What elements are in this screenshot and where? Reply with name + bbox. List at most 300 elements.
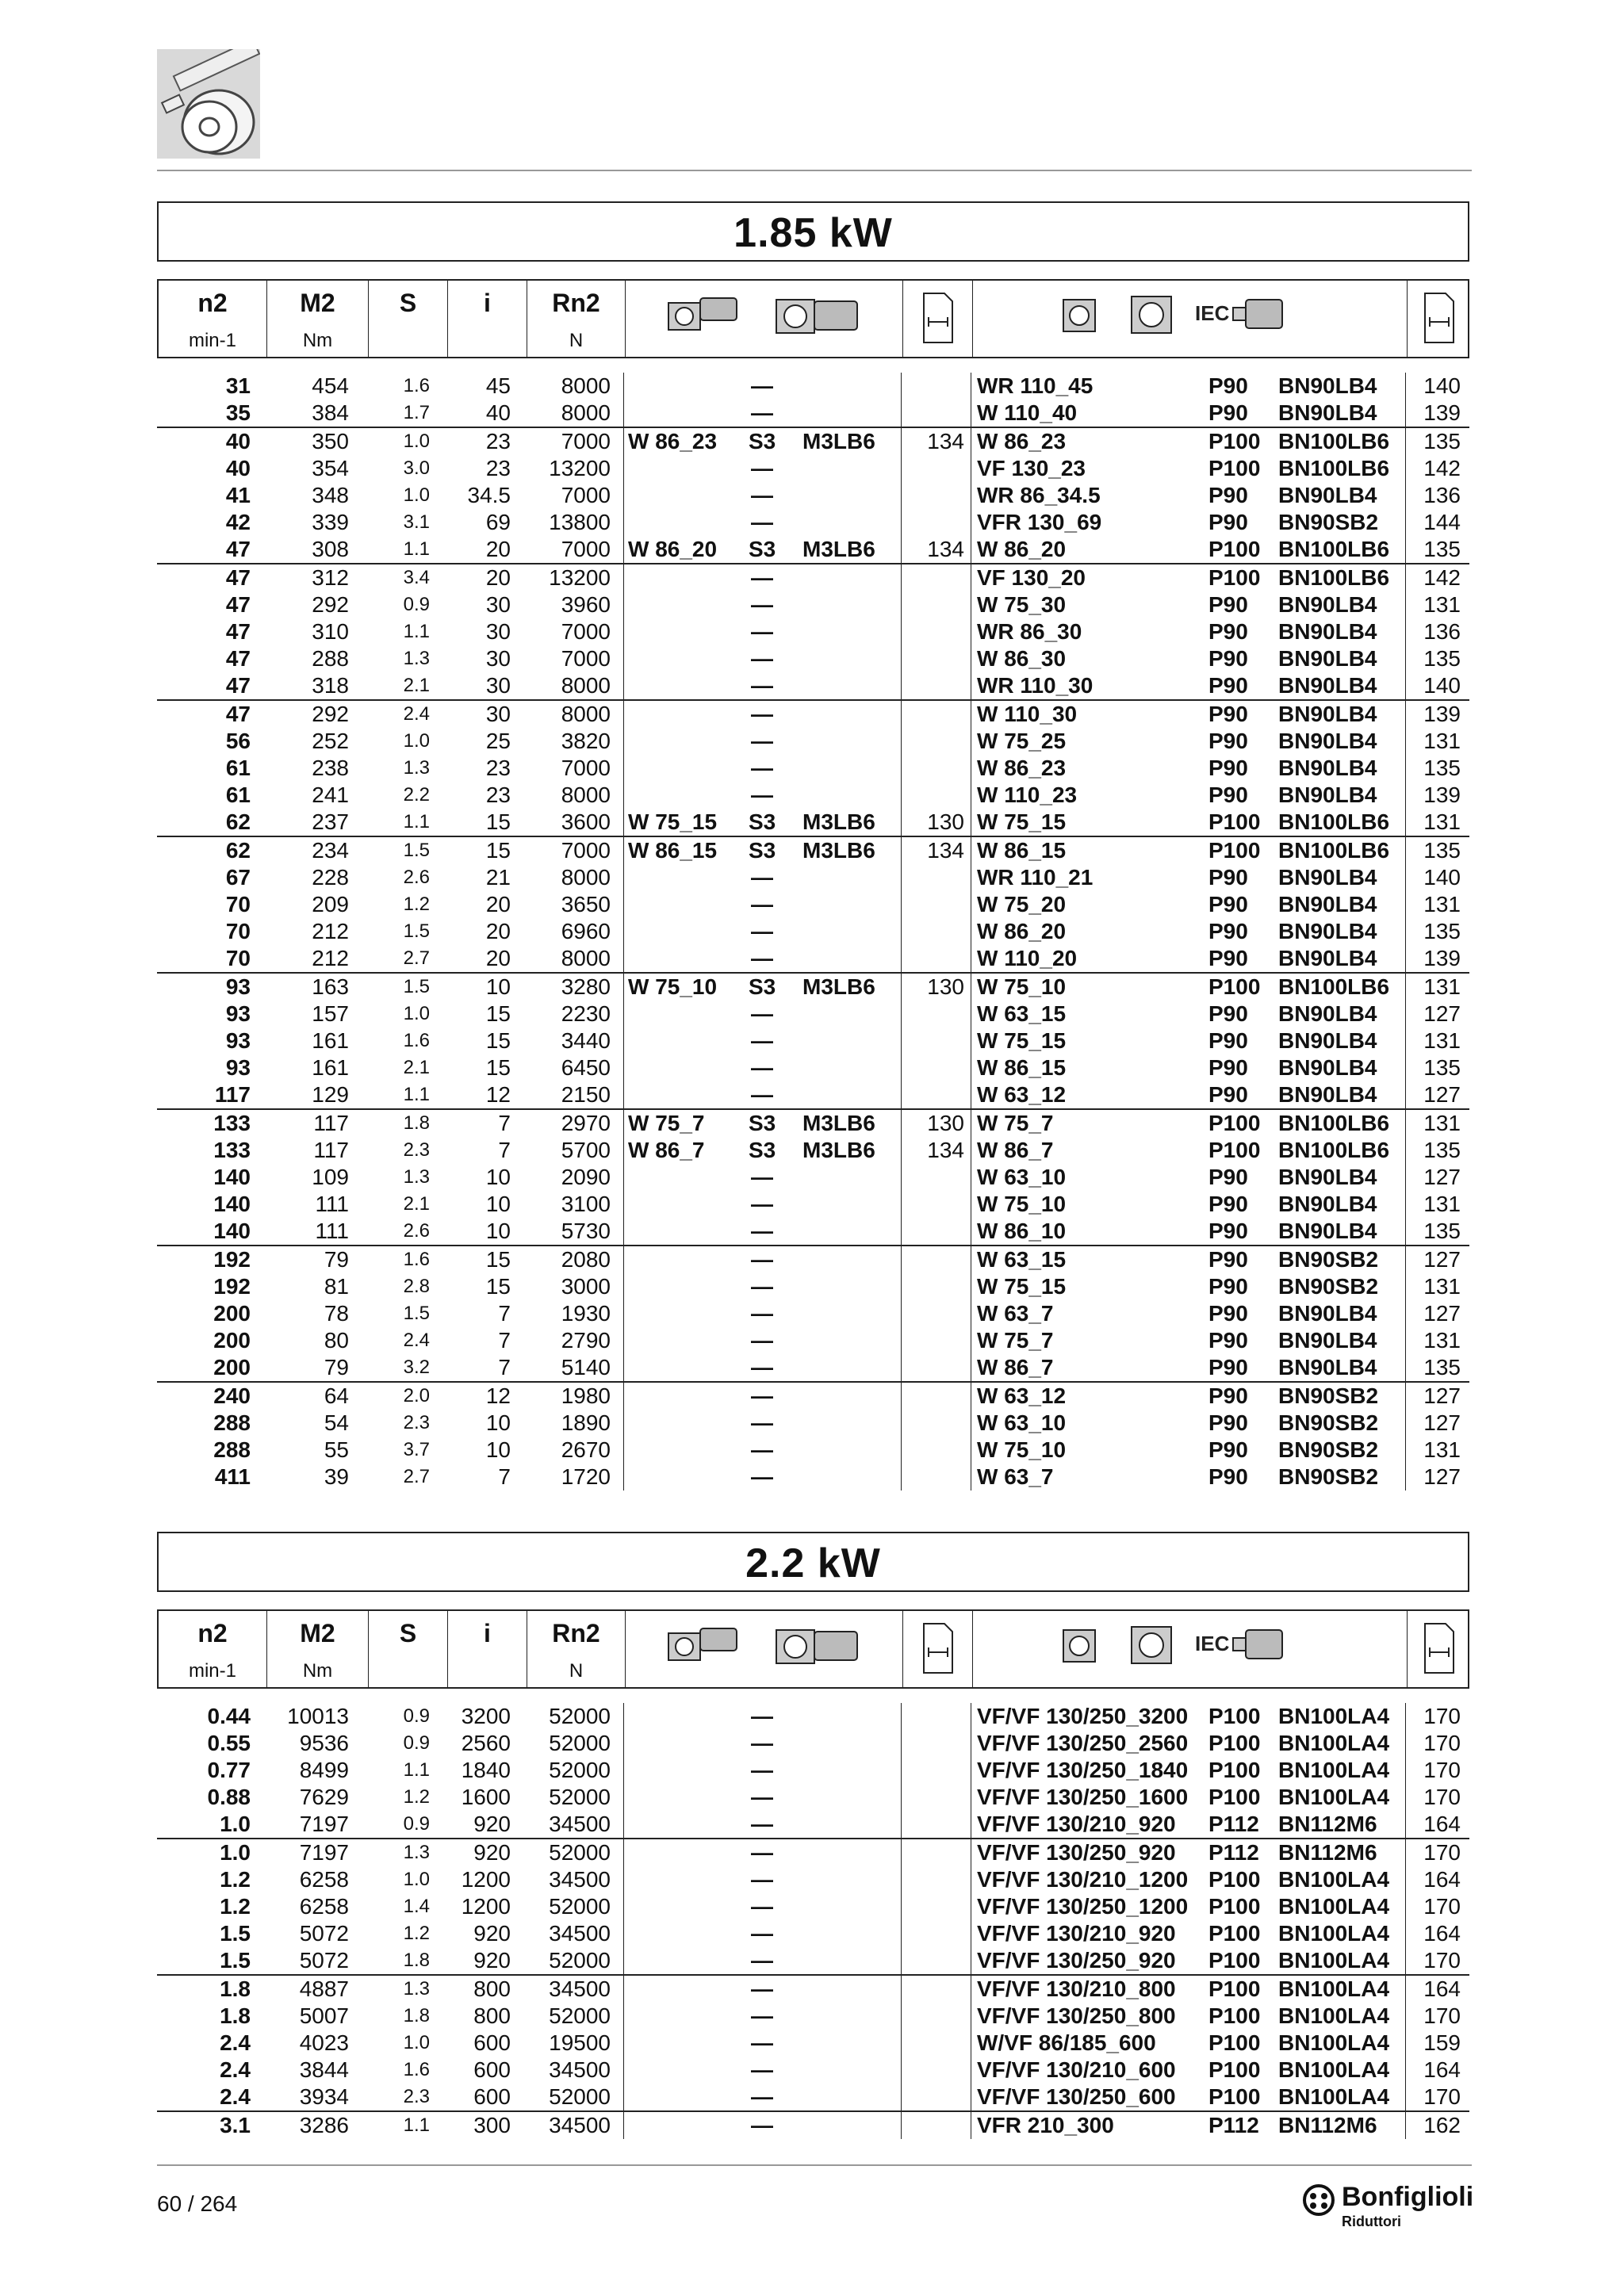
cell-i: 25 [485,729,511,753]
section-title-box [157,1532,1469,1592]
cell-rn2: 3600 [561,809,611,834]
column-divider [901,2084,902,2110]
cell-iec: P90 [1208,1165,1248,1189]
cell-page: 127 [1423,1301,1461,1326]
cell-m2: 292 [312,592,349,617]
cell-i: 920 [473,1921,511,1946]
cell-red: VF/VF 130/210_920 [977,1921,1176,1946]
cell-red: W 63_12 [977,1082,1067,1107]
cell-iec: P100 [1208,1758,1261,1782]
cell-m2: 6258 [299,1894,349,1919]
column-divider [901,1081,902,1108]
gearmotor-icon [665,292,864,339]
cell-rn2: 8000 [561,783,611,807]
cell-iec: P90 [1208,592,1248,617]
cell-ws: S3 [749,838,776,863]
cell-page: 131 [1423,1437,1461,1462]
cell-m2: 64 [324,1383,349,1408]
cell-motor: BN90LB4 [1278,1355,1377,1380]
table-row [157,1437,1469,1464]
cell-dash: — [751,1731,773,1755]
cell-s: 1.2 [403,894,430,915]
cell-motor: BN100LB6 [1278,838,1390,863]
cell-motor: BN100LA4 [1278,2057,1390,2082]
table-row [157,427,1469,455]
cell-dash: — [751,2003,773,2028]
cell-n2: 140 [213,1165,251,1189]
s-label: S [399,1619,417,1647]
cell-iec: P100 [1208,1867,1261,1892]
m2-unit: Nm [302,330,333,351]
cell-rn2: 19500 [549,2030,611,2055]
cell-m2: 454 [312,373,349,398]
cell-rn2: 7000 [561,483,611,507]
cell-page: 162 [1423,2113,1461,2137]
cell-red: W 63_7 [977,1301,1054,1326]
cell-wp: 134 [927,537,964,561]
table-row [157,645,1469,672]
cell-i: 20 [485,919,511,943]
cell-rn2: 52000 [549,1840,611,1865]
cell-page: 139 [1423,783,1461,807]
cell-motor: BN100LA4 [1278,2084,1390,2109]
cell-n2: 3.1 [220,2113,251,2137]
cell-page: 140 [1423,373,1461,398]
cell-m2: 5072 [299,1921,349,1946]
i-label: i [484,1619,491,1647]
cell-s: 2.1 [403,1193,430,1215]
col-n2-header [159,281,266,357]
cell-page: 127 [1423,1464,1461,1489]
iec-text: IEC [1195,301,1230,325]
table-row [157,864,1469,891]
table-row [157,1001,1469,1027]
cell-s: 1.1 [403,538,430,560]
cell-dash: — [751,1785,773,1809]
cell-rn2: 3960 [561,592,611,617]
cell-dash: — [751,510,773,534]
cell-motor: BN90LB4 [1278,373,1377,398]
column-divider [901,891,902,918]
cell-m2: 292 [312,702,349,726]
cell-page: 170 [1423,1758,1461,1782]
cell-i: 23 [485,456,511,480]
cell-i: 7 [498,1328,511,1353]
cell-red: W 86_10 [977,1219,1067,1243]
cell-motor: BN90LB4 [1278,756,1377,780]
cell-s: 1.5 [403,920,430,942]
cell-i: 15 [485,1055,511,1080]
cell-n2: 0.88 [207,1785,251,1809]
rn2-label: Rn2 [552,289,600,317]
cell-m2: 308 [312,537,349,561]
cell-red: W 75_10 [977,1192,1067,1216]
cell-iec: P90 [1208,892,1248,916]
cell-motor: BN100LA4 [1278,1948,1390,1973]
table-row [157,536,1469,563]
cell-wm: W 86_15 [628,838,718,863]
cell-iec: P100 [1208,1921,1261,1946]
column-divider [623,974,624,1001]
cell-n2: 40 [225,456,251,480]
cell-red: W 110_30 [977,702,1078,726]
cell-iec: P100 [1208,1731,1261,1755]
table-row [157,482,1469,509]
cell-wm: W 86_23 [628,429,718,453]
cell-m2: 310 [312,619,349,644]
cell-page: 170 [1423,2084,1461,2109]
cell-red: W 86_15 [977,1055,1067,1080]
worm-gear-logo-icon [157,49,260,159]
table-row [157,1757,1469,1784]
brand-sub: Riduttori [1342,2214,1401,2229]
cell-red: W 75_7 [977,1111,1054,1135]
cell-n2: 1.5 [220,1921,251,1946]
cell-n2: 200 [213,1301,251,1326]
cell-motor: BN112M6 [1278,1840,1377,1865]
column-divider [623,536,624,563]
cell-rn2: 3000 [561,1274,611,1299]
cell-m2: 252 [312,729,349,753]
cell-wp: 134 [927,1138,964,1162]
column-divider [901,1893,902,1920]
cell-page: 139 [1423,702,1461,726]
table-row [157,1730,1469,1757]
col-reducer-header [972,1611,1407,1687]
cell-s: 1.3 [403,1978,430,1999]
cell-m2: 111 [315,1219,349,1243]
cell-rn2: 13800 [549,510,611,534]
cell-page: 131 [1423,892,1461,916]
cell-m2: 7197 [299,1840,349,1865]
cell-s: 1.3 [403,1842,430,1863]
cell-rn2: 2230 [561,1001,611,1026]
col-page2-header [1407,281,1471,357]
cell-red: W 63_15 [977,1001,1067,1026]
table-row [157,1327,1469,1354]
cell-motor: BN100LB6 [1278,537,1390,561]
cell-n2: 288 [213,1437,251,1462]
cell-m2: 5007 [299,2003,349,2028]
m2-label: M2 [300,1619,335,1647]
cell-dash: — [751,729,773,753]
column-divider [901,1784,902,1811]
cell-red: W 75_15 [977,1028,1067,1053]
cell-s: 2.1 [403,1057,430,1078]
cell-iec: P90 [1208,619,1248,644]
gearmotor-icon [665,1622,864,1670]
cell-n2: 133 [213,1111,251,1135]
cell-ws: S3 [749,429,776,453]
section-title: 1.85 kW [733,210,893,256]
cell-page: 131 [1423,974,1461,999]
cell-page: 135 [1423,838,1461,863]
cell-page: 164 [1423,1921,1461,1946]
i-label: i [484,289,491,317]
cell-motor: BN90LB4 [1278,729,1377,753]
cell-page: 127 [1423,1410,1461,1435]
cell-n2: 56 [225,729,251,753]
cell-i: 34.5 [467,483,511,507]
cell-wmot: M3LB6 [802,974,875,999]
table-row [157,1464,1469,1490]
cell-red: W 86_23 [977,756,1067,780]
cell-iec: P90 [1208,1410,1248,1435]
cell-rn2: 2970 [561,1111,611,1135]
cell-ws: S3 [749,537,776,561]
cell-dash: — [751,1247,773,1272]
cell-m2: 157 [312,1001,349,1026]
column-divider [901,1839,902,1866]
cell-n2: 240 [213,1383,251,1408]
column-divider [901,1027,902,1054]
cell-dash: — [751,1355,773,1380]
rn2-unit: N [569,1660,584,1682]
table-row [157,1081,1469,1108]
cell-motor: BN100LB6 [1278,809,1390,834]
cell-page: 139 [1423,946,1461,970]
cell-iec: P112 [1208,1812,1259,1836]
column-divider [901,1300,902,1327]
cell-page: 164 [1423,2057,1461,2082]
cell-s: 1.1 [403,621,430,642]
cell-rn2: 5140 [561,1355,611,1380]
cell-rn2: 52000 [549,2003,611,2028]
cell-s: 3.4 [403,567,430,588]
col-reducer-header [972,281,1407,357]
cell-s: 3.0 [403,457,430,479]
cell-page: 170 [1423,1840,1461,1865]
col-page2-header [1407,1611,1471,1687]
cell-red: VF/VF 130/250_2560 [977,1731,1189,1755]
cell-i: 7 [498,1464,511,1489]
column-divider [901,1920,902,1947]
col-m2-header [266,1611,368,1687]
cell-s: 1.1 [403,2114,430,2136]
column-divider [901,1191,902,1218]
cell-rn2: 2080 [561,1247,611,1272]
cell-n2: 93 [225,1001,251,1026]
cell-red: W 75_20 [977,892,1067,916]
cell-motor: BN90LB4 [1278,619,1377,644]
column-divider [901,1054,902,1081]
cell-m2: 228 [312,865,349,890]
cell-page: 135 [1423,1355,1461,1380]
cell-s: 1.2 [403,1786,430,1808]
cell-red: WR 110_45 [977,373,1094,398]
cell-n2: 200 [213,1355,251,1380]
cell-dash: — [751,946,773,970]
cell-motor: BN90SB2 [1278,1464,1379,1489]
cell-dash: — [751,1055,773,1080]
cell-n2: 62 [225,809,251,834]
cell-red: WR 110_30 [977,673,1094,698]
cell-dash: — [751,1704,773,1728]
cell-n2: 140 [213,1192,251,1216]
cell-rn2: 34500 [549,2057,611,2082]
data-table-1-85kw [157,373,1469,1490]
cell-rn2: 13200 [549,456,611,480]
cell-m2: 354 [312,456,349,480]
cell-i: 800 [473,1976,511,2001]
cell-m2: 234 [312,838,349,863]
cell-n2: 192 [213,1274,251,1299]
cell-dash: — [751,592,773,617]
section-title: 2.2 kW [745,1540,881,1586]
cell-red: W 63_10 [977,1165,1067,1189]
cell-iec: P90 [1208,729,1248,753]
brand-name: Bonfiglioli [1342,2182,1474,2212]
table-row [157,591,1469,618]
cell-m2: 384 [312,400,349,425]
table-row [157,1893,1469,1920]
cell-rn2: 1720 [561,1464,611,1489]
cell-s: 2.2 [403,784,430,806]
cell-motor: BN90LB4 [1278,1082,1377,1107]
column-divider [901,1866,902,1893]
column-divider [901,1327,902,1354]
cell-motor: BN100LB6 [1278,974,1390,999]
cell-i: 23 [485,756,511,780]
cell-rn2: 8000 [561,865,611,890]
column-divider [901,2030,902,2057]
cell-s: 1.3 [403,648,430,669]
cell-n2: 31 [225,373,251,398]
cell-red: W 75_15 [977,809,1067,834]
column-divider [901,1703,902,1730]
cell-i: 10 [485,1165,511,1189]
cell-m2: 10013 [287,1704,349,1728]
cell-s: 3.2 [403,1357,430,1378]
cell-page: 140 [1423,865,1461,890]
cell-dash: — [751,1948,773,1973]
cell-motor: BN90SB2 [1278,1274,1379,1299]
cell-i: 7 [498,1138,511,1162]
cell-i: 15 [485,1028,511,1053]
column-divider [901,509,902,536]
cell-iec: P100 [1208,1976,1261,2001]
cell-rn2: 7000 [561,646,611,671]
cell-iec: P100 [1208,809,1261,834]
cell-n2: 117 [214,1082,251,1107]
cell-iec: P90 [1208,483,1248,507]
cell-i: 15 [485,1001,511,1026]
cell-red: W 63_15 [977,1247,1067,1272]
cell-dash: — [751,1758,773,1782]
cell-iec: P90 [1208,1219,1248,1243]
cell-red: VF/VF 130/210_920 [977,1812,1176,1836]
cell-page: 131 [1423,809,1461,834]
cell-n2: 1.8 [220,1976,251,2001]
cell-iec: P90 [1208,919,1248,943]
cell-m2: 3286 [299,2113,349,2137]
cell-m2: 3844 [299,2057,349,2082]
cell-dash: — [751,1328,773,1353]
cell-page: 170 [1423,1894,1461,1919]
cell-red: W 63_12 [977,1383,1067,1408]
cell-n2: 93 [225,974,251,999]
cell-n2: 47 [225,702,251,726]
cell-red: WR 86_34.5 [977,483,1101,507]
cell-motor: BN90LB4 [1278,1328,1377,1353]
cell-ws: S3 [749,1138,776,1162]
cell-rn2: 2790 [561,1328,611,1353]
cell-i: 45 [485,373,511,398]
table-row [157,972,1469,1001]
cell-red: W 86_7 [977,1355,1054,1380]
column-divider [901,373,902,400]
n2-unit: min-1 [188,330,236,351]
cell-rn2: 5700 [561,1138,611,1162]
column-divider [901,2112,902,2139]
cell-n2: 47 [225,673,251,698]
cell-n2: 1.8 [220,2003,251,2028]
cell-n2: 93 [225,1055,251,1080]
cell-motor: BN90LB4 [1278,592,1377,617]
cell-i: 15 [485,1274,511,1299]
table-row [157,509,1469,536]
cell-n2: 62 [225,838,251,863]
n2-label: n2 [197,289,228,317]
cell-m2: 117 [313,1111,349,1135]
cell-n2: 1.2 [220,1867,251,1892]
cell-red: VF/VF 130/250_800 [977,2003,1176,2028]
cell-page: 139 [1423,400,1461,425]
cell-red: VF/VF 130/210_800 [977,1976,1176,2001]
cell-s: 1.0 [403,1869,430,1890]
cell-s: 1.1 [403,1759,430,1781]
cell-m2: 238 [312,756,349,780]
cell-red: VF/VF 130/250_600 [977,2084,1176,2109]
cell-page: 135 [1423,919,1461,943]
cell-dash: — [751,1867,773,1892]
table-row [157,782,1469,809]
cell-page: 135 [1423,1138,1461,1162]
cell-m2: 3934 [299,2084,349,2109]
cell-m2: 78 [324,1301,349,1326]
table-row [157,2110,1469,2139]
table-row [157,1354,1469,1381]
cell-red: VF/VF 130/250_920 [977,1948,1176,1973]
cell-dash: — [751,1976,773,2001]
cell-red: VF 130_20 [977,565,1086,590]
column-divider [901,1246,902,1273]
cell-wmot: M3LB6 [802,1111,875,1135]
col-i-header [447,281,527,357]
cell-s: 1.0 [403,1003,430,1024]
cell-dash: — [751,1301,773,1326]
column-divider [901,1757,902,1784]
cell-iec: P90 [1208,1082,1248,1107]
cell-s: 2.7 [403,1466,430,1487]
cell-n2: 411 [214,1464,251,1489]
cell-dash: — [751,1082,773,1107]
table-row [157,1054,1469,1081]
cell-red: VFR 130_69 [977,510,1102,534]
table-row [157,2003,1469,2030]
cell-s: 1.0 [403,430,430,452]
cell-m2: 339 [312,510,349,534]
cell-dash: — [751,2113,773,2137]
cell-rn2: 1980 [561,1383,611,1408]
cell-i: 20 [485,565,511,590]
cell-wmot: M3LB6 [802,1138,875,1162]
cell-page: 131 [1423,1192,1461,1216]
table-row [157,1164,1469,1191]
col-s-header [368,281,447,357]
cell-m2: 7629 [299,1785,349,1809]
table-row [157,2030,1469,2057]
